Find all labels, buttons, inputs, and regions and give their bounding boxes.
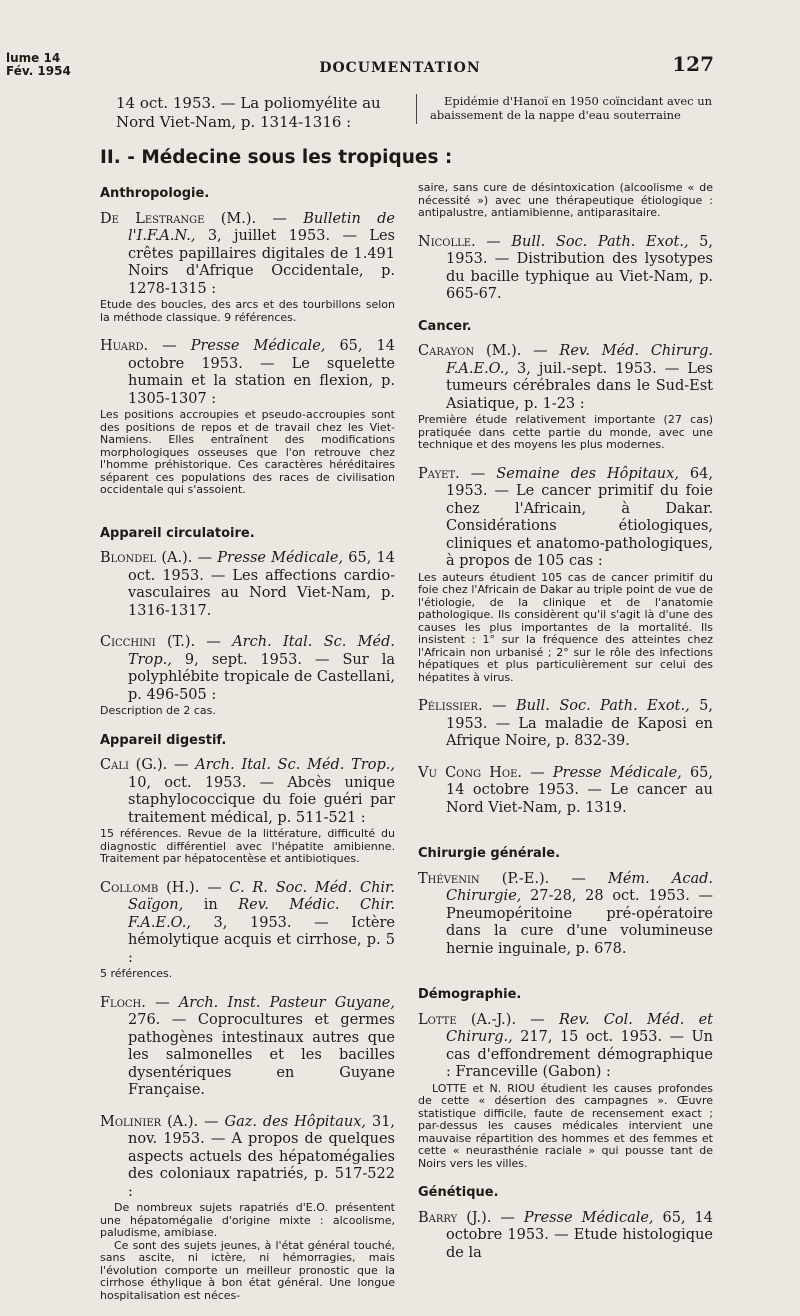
author: Vu Cong Hoe. [418, 764, 523, 781]
abstract: Première étude relativement importante (27 cas) pratiquée dans cette partie du monde, avec une technique et des moyens les plus modernes. [418, 413, 713, 451]
citation-rest: 10, oct. 1953. — Abcès unique staphylococcique du foie guéri par traitement médical, p. 511-521 : [128, 774, 395, 826]
citation [418, 871, 713, 959]
running-header: DOCUMENTATION [319, 60, 481, 76]
citation [100, 211, 395, 299]
journal: Gaz. des Hôpitaux, [224, 1113, 367, 1130]
citation-rest: 27-28, 28 oct. 1953. — Pneumopéritoine pré-opératoire dans la cure d'une volumineuse hernie inguinale, p. 678. [446, 888, 713, 957]
journal: Presse Médicale, [523, 1209, 654, 1226]
dash: — [459, 465, 497, 482]
category-heading: Chirurgie générale. [418, 846, 561, 861]
citation-rest: 65, 14 octobre 1953. — Le squelette humain et la station en flexion, p. 1305-1307 : [128, 338, 395, 407]
abstract: Description de 2 cas. [100, 704, 216, 717]
author: Huard. [100, 338, 149, 354]
right-column [418, 181, 713, 1276]
author: Barry (J.). [418, 1209, 492, 1226]
page-number: 127 [672, 52, 714, 76]
author: Cali (G.). [100, 757, 168, 773]
dash: — [482, 698, 516, 714]
citation-rest: 65, 14 oct. 1953. — Les affections cardio-vasculaires au Nord Viet-Nam, p. 1316-1317. [128, 550, 395, 619]
journal: Arch. Inst. Pasteur Guyane, [178, 994, 396, 1011]
citation [418, 1210, 713, 1263]
bibliography-entry [100, 880, 395, 981]
bibliography-entry [418, 871, 713, 959]
citation-rest: 5, 1953. — Distribution des lysotypes du bacille typhique au Viet-Nam, p. 665-67. [446, 233, 714, 302]
journal: Bulletin de l'I.F.A.N., [128, 210, 396, 244]
author: De Lestrange (M.). [100, 210, 257, 227]
journal: Rev. Méd. Chirurg. F.A.E.O., [446, 343, 714, 377]
dash: — [491, 1209, 524, 1226]
citation-rest: 276. — Coprocultures et germes pathogènes intestinaux autres que les salmonelles et les bacilles dysentériques en Guyane Française. [128, 1012, 395, 1098]
dash: — [549, 870, 608, 887]
dash: — [145, 994, 179, 1011]
left-column [100, 181, 395, 1316]
journal: Rev. Médic. Chir. F.A.E.O., [128, 897, 395, 931]
author: Thévenin (P.-E.). [418, 870, 550, 887]
journal: Rev. Col. Méd. et Chirurg., [446, 1011, 713, 1045]
journal: Semaine des Hôpitaux, [496, 465, 679, 482]
citation [100, 1114, 395, 1202]
bibliography-entry [418, 698, 713, 751]
abstract: 15 références. Revue de la littérature, difficulté du diagnostic différentiel avec l'hépatite amibienne. Traitement par hépatocentèse et antibiotiques. [100, 827, 395, 865]
dash: — [198, 1113, 225, 1130]
dash: — [521, 343, 560, 359]
abstract: saire, sans cure de désintoxication (alcoolisme « de nécessité ») avec une thérapeutique étiologique : antipalustre, antiamibienne, antiparasitaire. [418, 181, 713, 219]
citation [100, 338, 395, 408]
dash: — [199, 879, 230, 896]
dash: — [167, 757, 196, 773]
citation-rest: 9, sept. 1953. — Sur la polyphlébite tropicale de Castellani, p. 496-505 : [128, 651, 395, 703]
abstract: Etude des boucles, des arcs et des tourbillons selon la méthode classique. 9 références. [100, 298, 395, 324]
citation-rest: 3, 1953. — Ictère hémolytique acquis et cirrhose, p. 5 : [128, 914, 395, 966]
bibliography-entry [418, 466, 713, 685]
citation [418, 765, 713, 818]
journal: Presse Médicale, [217, 550, 344, 566]
volume-line-1: lume 14 [6, 51, 61, 65]
abstract-continuation [418, 182, 713, 220]
bibliography-entry [100, 211, 395, 325]
citation-mid: in [183, 897, 239, 913]
bibliography-entry [100, 995, 395, 1100]
category-heading: Appareil digestif. [100, 732, 227, 748]
dash: — [475, 233, 512, 250]
dash: — [522, 764, 553, 781]
column-divider [416, 94, 417, 124]
abstract: Les auteurs étudient 105 cas de cancer primitif du foie chez l'Africain de Dakar au triple point de vue de l'étiologie, de la clinique et de l'anatomie pathologique. Ils considèrent qu'il s'agit là d'une des causes les plus importantes de la mortalité. Ils insistent : 1° sur la fréquence des atteintes chez l'Africain non urbanisé ; 2° sur le rôle des infections hépatiques et plus particulièrement sur celui des hépatites à virus. [418, 570, 713, 684]
citation-rest: 65, 14 octobre 1953. — Etude histologique de la [446, 1209, 714, 1261]
top-right-continuation: Epidémie d'Hanoï en 1950 coïncidant avec un abaissement de la nappe d'eau souterraine [430, 94, 713, 122]
citation [100, 634, 395, 704]
author: Nicolle. [418, 233, 476, 250]
bibliography-entry [100, 757, 395, 866]
journal: Bull. Soc. Path. Exot., [511, 233, 689, 250]
abstract: 5 références. [100, 967, 173, 980]
journal: Presse Médicale, [190, 338, 326, 354]
journal: Bull. Soc. Path. Exot., [515, 698, 690, 714]
category-heading: Génétique. [418, 1185, 499, 1200]
author: Collomb (H.). [100, 879, 200, 896]
section-title: II. - Médecine sous les tropiques : [100, 147, 453, 168]
author: Carayon (M.). [418, 343, 522, 359]
dash: — [148, 338, 191, 354]
citation [418, 698, 713, 751]
category-heading: Anthropologie. [100, 186, 210, 201]
volume-line-2: Fév. 1954 [6, 64, 71, 78]
category-heading: Cancer. [418, 318, 472, 334]
citation-rest: 3, juil.-sept. 1953. — Les tumeurs cérébrales dans le Sud-Est Asiatique, p. 1-23 : [446, 360, 713, 412]
author: Pélissier. [418, 698, 483, 714]
citation [100, 550, 395, 620]
bibliography-entry [100, 338, 395, 497]
citation [418, 343, 713, 413]
author: Payet. [418, 465, 460, 482]
citation [100, 757, 395, 827]
bibliography-entry [418, 234, 713, 304]
citation-rest: 31, nov. 1953. — A propos de quelques aspects actuels des hépatomégalies des coloniaux rapatriés, p. 517-522 : [128, 1113, 396, 1200]
abstract: LOTTE et N. RIOU étudient les causes profondes de cette « désertion des campagnes ». Œuvre statistique difficile, faute de recensement exact ; par-dessus les causes médicales intervient une mauvaise répartition des hommes et des femmes et cette « neurasthénie raciale » qui pousse tant de Noirs vers les villes. [418, 1081, 713, 1170]
bibliography-entry [100, 634, 395, 718]
category-heading: Démographie. [418, 987, 522, 1002]
author: Cicchini (T.). [100, 634, 196, 650]
citation-rest: 5, 1953. — La maladie de Kaposi en Afrique Noire, p. 832-39. [446, 698, 713, 749]
journal: Presse Médicale, [552, 764, 682, 781]
bibliography-entry [418, 765, 713, 818]
abstract: Les positions accroupies et pseudo-accroupies sont des positions de repos et de travail chez les Viet-Namiens. Elles entraînent des modifications morphologiques osseuses que l'on retrouve chez l'homme préhistorique. Ces caractères héréditaires séparent ces populations des races de civilisation occidentale qui s'assoient. [100, 408, 395, 496]
citation [100, 880, 395, 968]
bibliography-entry [418, 343, 713, 452]
citation [418, 1012, 713, 1082]
dash: — [516, 1011, 559, 1028]
citation-rest: 3, juillet 1953. — Les crêtes papillaires digitales de 1.491 Noirs d'Afrique Occidentale, p. 1278-1315 : [128, 228, 395, 297]
author: Floch. [100, 994, 146, 1011]
journal: C. R. Soc. Méd. Chir. Saïgon, [128, 879, 395, 913]
journal: Arch. Ital. Sc. Méd. Trop., [195, 757, 395, 773]
bibliography-entry [418, 1210, 713, 1263]
dash: — [192, 550, 218, 566]
citation-rest: 217, 15 oct. 1953. — Un cas d'effondrement démographique : Franceville (Gabon) : [446, 1029, 713, 1080]
bibliography-entry [100, 550, 395, 620]
citation [418, 466, 713, 571]
journal: Mém. Acad. Chirurgie, [446, 870, 714, 904]
abstract: De nombreux sujets rapatriés d'E.O. présentent une hépatomégalie d'origine mixte : alcoolisme, paludisme, amibiase. Ce sont des sujets jeunes, à l'état général touché, sans ascite, ni ictère, ni hémorragies, mais l'évolution comporte un meilleur pronostic que la cirrhose éthylique à bon état général. Une longue hospitalisation est néces- [100, 1201, 395, 1302]
journal: Arch. Ital. Sc. Méd. Trop., [128, 634, 396, 668]
dash: — [195, 634, 233, 650]
category-heading: Appareil circulatoire. [100, 525, 255, 541]
citation-rest: 65, 14 octobre 1953. — Le cancer au Nord Viet-Nam, p. 1319. [446, 764, 714, 816]
top-left-continuation: 14 oct. 1953. — La poliomyélite au Nord Viet-Nam, p. 1314-1316 : [116, 94, 381, 131]
dash: — [256, 210, 304, 227]
author: Lotte (A.-J.). [418, 1011, 517, 1028]
citation [418, 234, 713, 304]
citation [100, 995, 395, 1100]
bibliography-entry [418, 1012, 713, 1171]
author: Blondel (A.). [100, 550, 193, 566]
citation-rest: 64, 1953. — Le cancer primitif du foie chez l'Africain, à Dakar. Considérations étiologiques, cliniques et anatomo-pathologiques, à propos de 105 cas : [446, 465, 713, 569]
author: Molinier (A.). [100, 1113, 199, 1130]
